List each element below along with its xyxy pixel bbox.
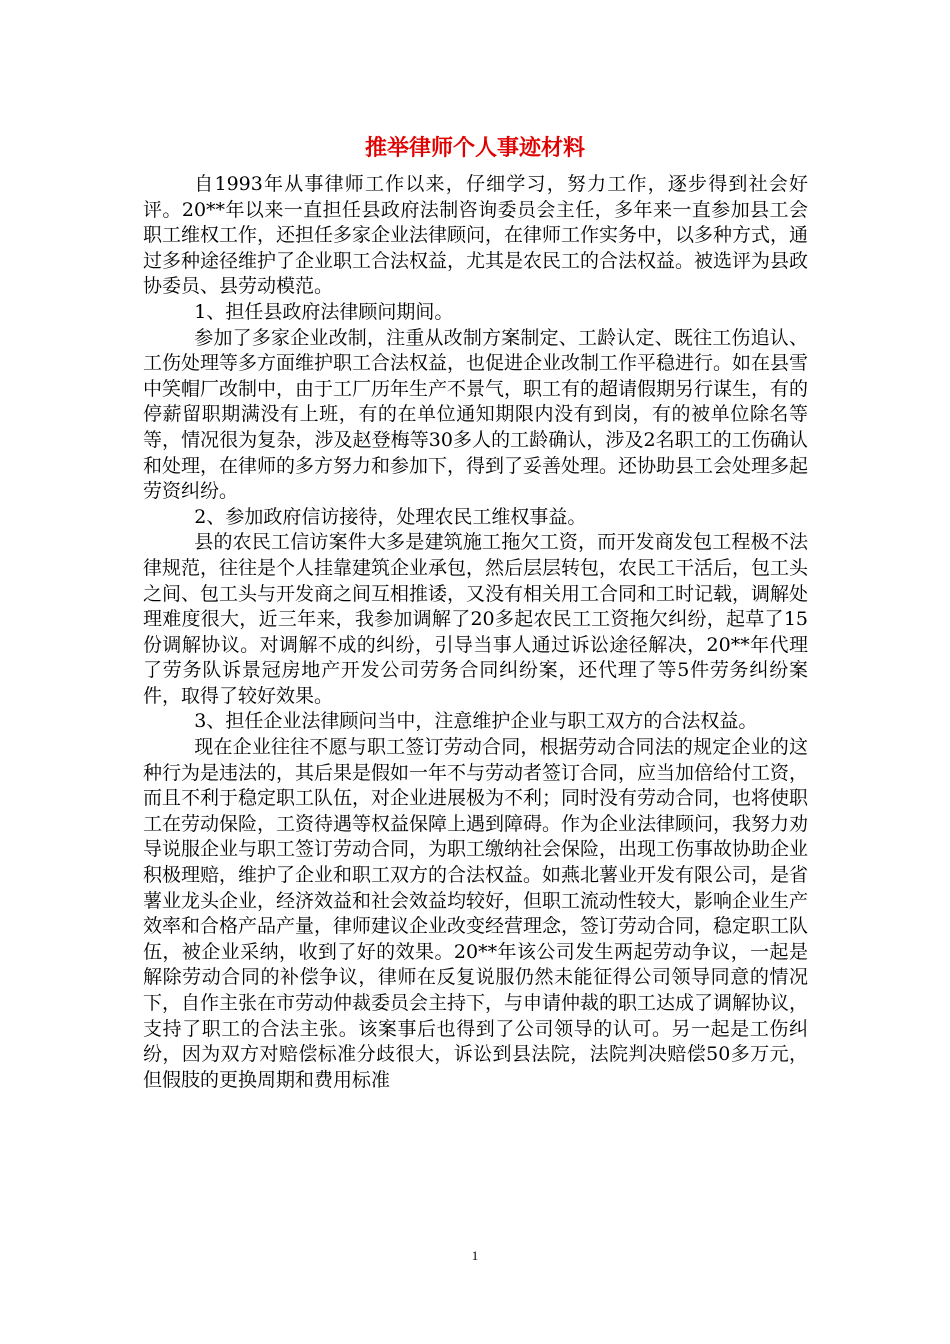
paragraph-section-3: 现在企业往往不愿与职工签订劳动合同，根据劳动合同法的规定企业的这种行为是违法的，其后果是假如一年不与劳动者签订合同，应当加倍给付工资，而且不利于稳定职工队伍，对企业进展极为不利；同时没有劳动合同，也将使职工在劳动保险，工资待遇等权益保障上遇到障碍。作为企业法律顾问，我努力劝导说服企业与职工签订劳动合同，为职工缴纳社会保险，出现工伤事故协助企业积极理赔，维护了企业和职工双方的合法权益。如燕北薯业开发有限公司，是省薯业龙头企业，经济效益和社会效益均较好，但职工流动性较大，影响企业生产效率和合格产品产量，律师建议企业改变经营理念，签订劳动合同，稳定职工队伍，被企业采纳，收到了好的效果。20**年该公司发生两起劳动争议，一起是解除劳动合同的补偿争议，律师在反复说服仍然未能征得公司领导同意的情况下，自作主张在市劳动仲裁委员会主持下，与申请仲裁的职工达成了调解协议，支持了职工的合法主张。该案事后也得到了公司领导的认可。另一起是工伤纠纷，因为双方对赔偿标准分歧很大，诉讼到县法院，法院判决赔偿50多万元，但假肢的更换周期和费用标准 xyxy=(143,736,809,1091)
document-title: 推举律师个人事迹材料 xyxy=(364,135,585,161)
section-heading-3: 3、担任企业法律顾问当中，注意维护企业与职工双方的合法权益。 xyxy=(194,710,758,733)
page-number: 1 xyxy=(471,1248,479,1263)
document-body xyxy=(143,172,808,1093)
paragraph-section-2: 县的农民工信访案件大多是建筑施工拖欠工资，而开发商发包工程极不法律规范，往往是个人挂靠建筑企业承包，然后层层转包，农民工干活后，包工头之间、包工头与开发商之间互相推诿，又没有相关用工合同和工时记载，调解处理难度很大，近三年来，我参加调解了20多起农民工工资拖欠纠纷，起草了15份调解协议。对调解不成的纠纷，引导当事人通过诉讼途径解决，20**年代理了劳务队诉景冠房地产开发公司劳务合同纠纷案，还代理了等5件劳务纠纷案件，取得了较好效果。 xyxy=(143,531,809,707)
paragraph-intro: 自1993年从事律师工作以来，仔细学习，努力工作，逐步得到社会好评。20**年以来一直担任县政府法制咨询委员会主任，多年来一直参加县工会职工维权工作，还担任多家企业法律顾问，在律师工作实务中，以多种方式，通过多种途径维护了企业职工合法权益，尤其是农民工的合法权益。被选评为县政协委员、县劳动模范。 xyxy=(143,173,809,298)
paragraph-section-1: 参加了多家企业改制，注重从改制方案制定、工龄认定、既往工伤追认、工伤处理等多方面维护职工合法权益，也促进企业改制工作平稳进行。如在县雪中笑帽厂改制中，由于工厂历年生产不景气，职工有的超请假期另行谋生，有的停薪留职期满没有上班，有的在单位通知期限内没有到岗，有的被单位除名等等，情况很为复杂，涉及赵登梅等30多人的工龄确认，涉及2名职工的工伤确认和处理，在律师的多方努力和参加下，得到了妥善处理。还协助县工会处理多起劳资纠纷。 xyxy=(143,326,809,503)
section-heading-2: 2、参加政府信访接待，处理农民工维权事益。 xyxy=(194,505,587,528)
section-heading-1: 1、担任县政府法律顾问期间。 xyxy=(194,300,454,323)
